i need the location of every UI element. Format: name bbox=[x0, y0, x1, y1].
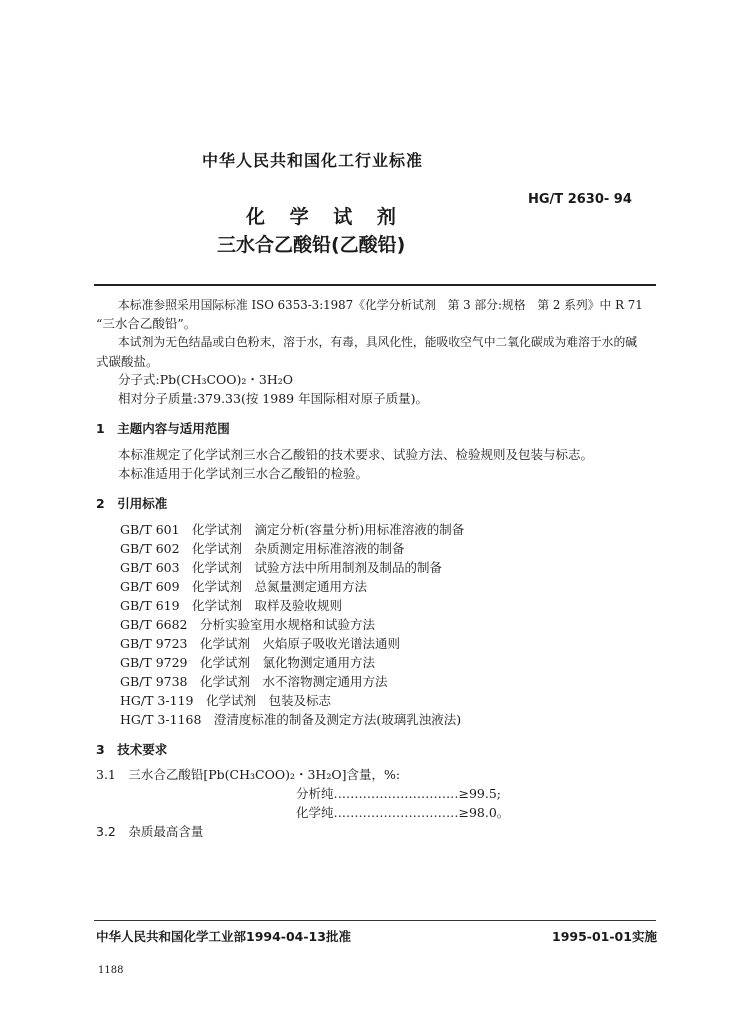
ref-gbt-601: GB/T 601 化学试剂 滴定分析(容量分析)用标准溶液的制备 bbox=[120, 522, 465, 537]
approval-line: 中华人民共和国化学工业部1994-04-13批准 bbox=[96, 929, 351, 944]
title-line2: 三水合乙酸铅(乙酸铅) bbox=[217, 234, 406, 256]
standard-number: HG/T 2630- 94 bbox=[528, 192, 632, 207]
formula: 分子式:Pb(CH₃COO)₂・3H₂O bbox=[118, 372, 294, 387]
header-divider bbox=[94, 284, 656, 286]
molecular-mass: 相对分子质量:379.33(按 1989 年国际相对原子质量)。 bbox=[118, 391, 428, 406]
item-3-1: 3.1 三水合乙酸铅[Pb(CH₃COO)₂・3H₂O]含量，%: bbox=[96, 767, 401, 782]
footer-divider bbox=[94, 920, 656, 921]
grade-chemical: 化学纯…………………………≥98.0。 bbox=[296, 805, 510, 820]
intro-para1-line1: 本标准参照采用国际标准 ISO 6353-3:1987《化学分析试剂 第 3 部分:规格 第 2 系列》中 R 71 bbox=[118, 298, 643, 312]
ref-gbt-619: GB/T 619 化学试剂 取样及验收规则 bbox=[120, 598, 343, 613]
intro-para2-line2: 式碳酸盐。 bbox=[96, 354, 159, 369]
ref-gbt-609: GB/T 609 化学试剂 总氮量测定通用方法 bbox=[120, 579, 368, 594]
section2-heading: 2 引用标准 bbox=[96, 496, 168, 511]
item-3-2: 3.2 杂质最高含量 bbox=[96, 824, 204, 839]
intro-para2-line1: 本试剂为无色结晶或白色粉末，溶于水，有毒，具风化性，能吸收空气中二氧化碳成为难溶于水的碱 bbox=[118, 335, 638, 349]
ref-gbt-9738: GB/T 9738 化学试剂 水不溶物测定通用方法 bbox=[120, 674, 388, 689]
ref-gbt-603: GB/T 603 化学试剂 试验方法中所用制剂及制品的制备 bbox=[120, 560, 443, 575]
ref-gbt-9729: GB/T 9729 化学试剂 氯化物测定通用方法 bbox=[120, 655, 376, 670]
section1-heading: 1 主题内容与适用范围 bbox=[96, 421, 230, 436]
ref-gbt-6682: GB/T 6682 分析实验室用水规格和试验方法 bbox=[120, 617, 376, 632]
intro-para1-line2: “三水合乙酸铅”。 bbox=[96, 316, 197, 331]
implement-date: 1995-01-01实施 bbox=[552, 929, 657, 944]
grade-analytical: 分析纯…………………………≥99.5; bbox=[296, 786, 502, 801]
section3-heading: 3 技术要求 bbox=[96, 742, 168, 757]
section1-line1: 本标准规定了化学试剂三水合乙酸铅的技术要求、试验方法、检验规则及包装与标志。 bbox=[118, 447, 594, 462]
ref-gbt-9723: GB/T 9723 化学试剂 火焰原子吸收光谱法通则 bbox=[120, 636, 401, 651]
org-title: 中华人民共和国化工行业标准 bbox=[202, 151, 424, 170]
ref-gbt-602: GB/T 602 化学试剂 杂质测定用标准溶液的制备 bbox=[120, 541, 405, 556]
section1-line2: 本标准适用于化学试剂三水合乙酸铅的检验。 bbox=[118, 466, 369, 481]
ref-hgt-3-1168: HG/T 3-1168 澄清度标准的制备及测定方法(玻璃乳浊液法) bbox=[120, 712, 462, 727]
title-line1: 化 学 试 剂 bbox=[246, 206, 398, 228]
page-number: 1188 bbox=[98, 965, 124, 976]
ref-hgt-3-119: HG/T 3-119 化学试剂 包装及标志 bbox=[120, 693, 331, 708]
